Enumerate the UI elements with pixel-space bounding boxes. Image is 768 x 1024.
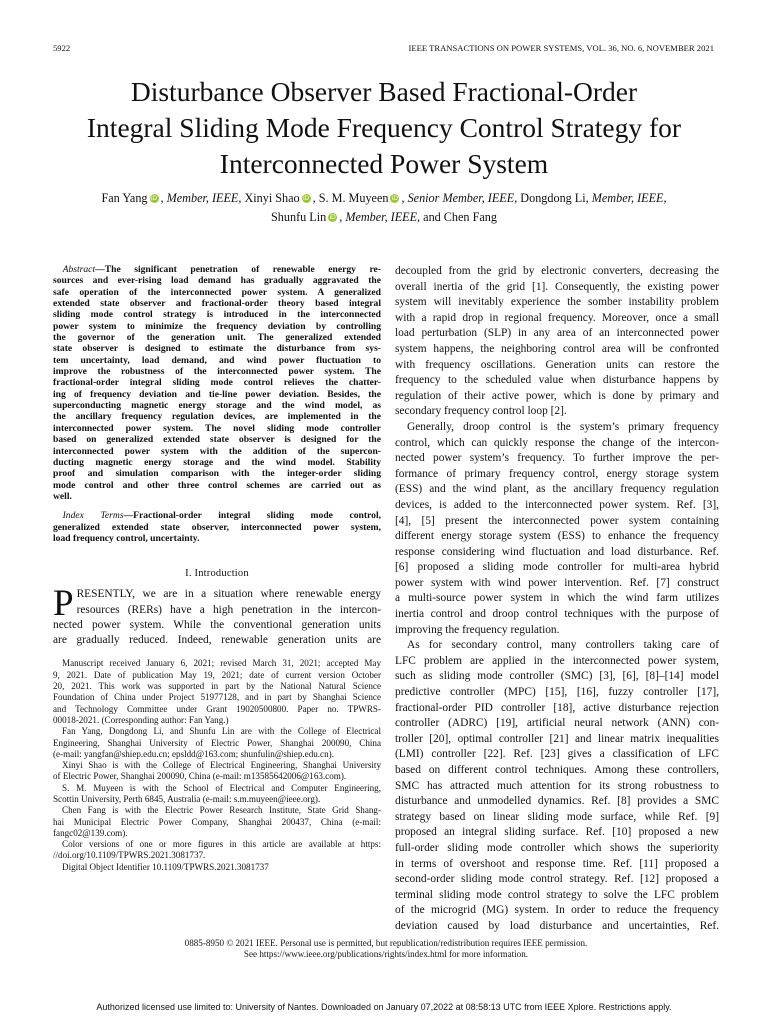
footnote-line: hai Municipal Electric Power Company, Shanghai 200437, China (e-mail: xyxy=(53,816,381,827)
orcid-icon[interactable]: iD xyxy=(329,214,336,221)
journal-header: IEEE TRANSACTIONS ON POWER SYSTEMS, VOL. 36, NO. 6, NOVEMBER 2021 xyxy=(408,43,714,53)
abstract-line: the governor of the generation unit. The generalized extended xyxy=(53,332,381,344)
footnote-line: Fan Yang, Dongdong Li, and Shunfu Lin are with the College of Electrical xyxy=(62,726,381,737)
body-line: disturbance and unmodelled dynamics. Ref. [8] provides a SMC xyxy=(395,795,719,808)
abstract-line: extended state observer and fractional-order theory based integral xyxy=(53,298,381,310)
index-terms-line: load frequency control, uncertainty. xyxy=(53,532,200,544)
rights-link-line[interactable]: See https://www.ieee.org/publications/rights/index.html for more information. xyxy=(243,949,529,960)
body-line: [6] proposed a sliding mode controller for multi-area hybrid xyxy=(395,561,719,574)
body-line: second-order sliding mode control strategy. Ref. [12] proposed a xyxy=(395,873,719,886)
body-line: nected power system’s frequency. To further improve the per- xyxy=(395,452,719,465)
body-line: response considering wind fluctuation and load disturbance. Ref. xyxy=(395,545,719,558)
footnotes xyxy=(53,658,381,873)
body-line: troller [20], optimal controller [21] and linear matrix inequalities xyxy=(395,732,719,745)
body-line: proposed an integral sliding surface. Ref. [10] proposed a new xyxy=(395,826,719,839)
body-line: deviation caused by load disturbance and uncertainties, Ref. xyxy=(395,919,719,932)
abstract-line: power system to minimize the frequency deviation by controlling xyxy=(53,320,381,332)
footnote-line: Xinyi Shao is with the College of Electrical Engineering, Shanghai University xyxy=(62,760,381,771)
drop-cap: P xyxy=(53,583,74,625)
body-line: are gradually reduced. Indeed, renewable generation units are xyxy=(53,634,381,647)
body-line: As for secondary control, many controllers taking care of xyxy=(407,639,719,652)
author-line-1 xyxy=(40,189,728,208)
body-line: fractional-order PID controller [18], active disturbance rejection xyxy=(395,701,719,714)
footnote-line: Color versions of one or more figures in this article are available at https: xyxy=(62,839,381,850)
body-line: power system with wind power intervention. Ref. [7] construct xyxy=(395,576,719,589)
abstract-line: fractional-order integral sliding mode control relieves the chatter- xyxy=(53,377,381,389)
abstract-line: improve the robustness of the interconnected power system. The xyxy=(53,366,381,378)
body-line: based on different control techniques. Among these controllers, xyxy=(395,764,719,776)
footnote-line: 00018-2021. (Corresponding author: Fan Yang.) xyxy=(53,714,229,725)
index-terms-line: generalized extended state observer, interconnected power system, xyxy=(53,521,381,533)
abstract-line: based on generalized extended state observer is designed for the xyxy=(53,434,381,446)
body-line: overall inertia of the grid [1]. Consequently, the existing power xyxy=(395,280,719,293)
body-line: improving the frequency regulation. xyxy=(395,623,560,636)
body-line: predictive controller (MPC) [15], [16], fuzzy controller [17], xyxy=(395,686,719,699)
body-line: Generally, droop control is the system’s primary frequency xyxy=(407,420,719,433)
footnote-line: Engineering, Shanghai University of Electric Power, Shanghai 200090, China xyxy=(53,737,381,748)
index-terms xyxy=(53,510,381,544)
body-line: secondary frequency control loop [2]. xyxy=(395,405,567,418)
title-line: Integral Sliding Mode Frequency Control Strategy for xyxy=(86,112,682,143)
abstract-line: sources and ever-rising load demand has gradually aggravated the xyxy=(53,275,381,287)
orcid-icon[interactable]: iD xyxy=(303,195,310,202)
body-line: resources (RERs) have a high penetration in the intercon- xyxy=(76,603,381,616)
title-line: Disturbance Observer Based Fractional-Order xyxy=(130,76,638,107)
author-membership: , Member, IEEE, xyxy=(585,191,667,205)
author-membership: , Member, IEEE, xyxy=(160,191,242,205)
download-notice: Authorized licensed use limited to: University of Nantes. Downloaded on January 07,2022 at 08:58:13 UTC from IEEE Xplore. Restrictions apply. xyxy=(96,1002,672,1012)
body-line: system will inevitably experience the somber instability problem xyxy=(395,296,719,309)
orcid-icon[interactable]: iD xyxy=(391,195,399,202)
body-line: of the microgrid (MG) system. In order to reduce the frequency xyxy=(395,904,719,917)
section-heading: I. Introduction xyxy=(185,568,249,580)
body-line: [4], [5] present the interconnected power system containing xyxy=(395,514,719,527)
footnote-line: Chen Fang is with the Electric Power Research Institute, State Grid Shang- xyxy=(62,805,381,816)
abstract-line: the ancillary frequency regulation devices, are implemented in the xyxy=(53,411,381,423)
author-name: Dongdong Li xyxy=(517,191,586,205)
body-line: formance of primary frequency control, energy storage system xyxy=(395,467,719,480)
body-line: control, which can quickly response the change of the intercon- xyxy=(395,436,719,449)
author-membership: , Member, IEEE, xyxy=(339,210,421,224)
footnote-line: fangc02@139.com). xyxy=(53,827,128,838)
index-terms-label: Index Terms xyxy=(62,510,124,522)
author-name: , S. M. Muyeen xyxy=(312,191,389,205)
title-line: Interconnected Power System xyxy=(219,148,549,179)
footnote-line: Scottin University, Perth 6845, Australia (e-mail: s.m.muyeen@ieee.org). xyxy=(53,794,321,804)
author-name: Fan Yang xyxy=(101,191,148,205)
body-line: regulation of their active power, which is done by primary and xyxy=(395,389,719,402)
left-column xyxy=(53,264,381,873)
paper-title xyxy=(40,74,728,182)
introduction-text xyxy=(53,583,381,648)
body-line: (ESS) and the wind plant, as the ancillary frequency regulation xyxy=(395,483,719,496)
body-line: (LMI) controller [22]. Ref. [23] gives a classification of LFC xyxy=(395,748,719,761)
footnote-line: S. M. Muyeen is with the School of Electrical and Computer Engineering, xyxy=(62,782,381,793)
abstract-line: superconducting magnetic energy storage and the wind model, as xyxy=(53,400,381,412)
body-line: controller (ADRC) [19], artificial neural network (ANN) con- xyxy=(395,717,719,730)
body-line: terminal sliding mode control strategy to solve the LFC problem xyxy=(395,888,719,901)
orcid-icon[interactable]: iD xyxy=(150,195,158,202)
body-line: frequency to the scheduled value when disturbance happens by xyxy=(395,374,719,387)
body-line: strategy based on linear sliding mode surface, while Ref. [9] xyxy=(395,810,719,823)
abstract-line: well. xyxy=(53,490,72,502)
footnote-line: Foundation of China under Project 51977128, and in part by Shanghai Science xyxy=(53,692,381,703)
body-line: with frequency oscillations. Generation units can restore the xyxy=(395,358,719,371)
body-line: LFC problem are applied in the interconnected power system, xyxy=(395,654,719,667)
abstract-line: safe operation of the interconnected power system. A generalized xyxy=(53,286,381,298)
body-line: RESENTLY, we are in a situation where renewable energy xyxy=(76,588,381,601)
body-line: SMC has attracted much attention for its strong robustness to xyxy=(395,779,719,792)
body-line: load perturbation (SLP) in any area of an interconnected power xyxy=(395,327,719,340)
footnote-line: Digital Object Identifier 10.1109/TPWRS.2021.3081737 xyxy=(62,861,269,872)
copyright-line: 0885-8950 © 2021 IEEE. Personal use is permitted, but republication/redistribution requires IEEE permission. xyxy=(184,938,588,948)
author-name: Shunfu Lin xyxy=(271,210,327,224)
abstract-line: mode control and other three control schemes are carried out as xyxy=(53,479,381,491)
abstract-line: interconnected power system with the addition of the supercon- xyxy=(53,445,381,457)
body-line: a multi-source power system in which the wind farm utilizes xyxy=(395,592,719,605)
body-line: such as sliding mode controller (SMC) [3], [6], [8]–[14] model xyxy=(395,670,719,683)
abstract-line: ing of frequency deviation and tie-line power deviation. Besides, the xyxy=(53,388,381,400)
footnote-line: of Electric Power, Shanghai 200090, China (e-mail: m13585642006@163.com). xyxy=(53,771,347,782)
body-line: nected power system. While the conventional generation units xyxy=(53,618,381,631)
abstract-line: proof and simulation comparison with the integer-order sliding xyxy=(53,468,381,480)
page-number: 5922 xyxy=(53,43,71,53)
body-line: with a rapid drop in regional frequency. Moreover, once a small xyxy=(395,311,719,324)
body-line: decoupled from the grid by electronic converters, decreasing the xyxy=(395,265,719,277)
body-line: full-order sliding mode controller which shows the superiority xyxy=(395,841,719,854)
body-line: devices, is added to the interconnected power system. Ref. [3], xyxy=(395,498,719,511)
abstract-line: Abstract—The significant penetration of renewable energy re- xyxy=(62,264,381,275)
footnote-line: (e-mail: yangfan@shiep.edu.cn; epsldd@163.com; shunfulin@shiep.edu.cn). xyxy=(53,748,334,759)
author-list xyxy=(40,189,728,227)
body-line: inertia control and droop control techniques with the purpose of xyxy=(395,608,719,621)
abstract-label: Abstract xyxy=(62,264,96,275)
footnote-line: and Technology Committee under Grant 19020500800. Paper no. TPWRS- xyxy=(53,703,381,714)
abstract-line: sliding mode control strategy is introduced in the interconnected xyxy=(53,309,381,321)
body-line: system happens, the neighboring control area will be confronted xyxy=(395,342,719,355)
copyright-footer xyxy=(53,938,719,961)
body-line: different energy storage system (ESS) to enhance the frequency xyxy=(395,530,719,543)
index-terms-line: Index Terms—Fractional-order integral sliding mode control, xyxy=(62,510,382,522)
introduction-continued xyxy=(395,264,719,935)
right-column xyxy=(395,264,719,935)
body-line: in terms of overshoot and response time. Ref. [11] proposed a xyxy=(395,857,719,870)
abstract-line: interconnected power system. The novel sliding mode controller xyxy=(53,422,381,434)
author-membership: , Senior Member, IEEE, xyxy=(401,191,518,205)
footnote-line: Manuscript received January 6, 2021; revised March 31, 2021; accepted May xyxy=(62,658,381,669)
abstract-line: tem uncertainty, load demand, and wind power fluctuation to xyxy=(53,354,381,366)
abstract-line: ducting magnetic energy storage and the wind model. Stability xyxy=(53,456,381,468)
abstract xyxy=(53,264,381,502)
author-name: and Chen Fang xyxy=(420,210,497,224)
abstract-line: state observer is designed to estimate the disturbance from sys- xyxy=(53,343,381,355)
footnote-line: //doi.org/10.1109/TPWRS.2021.3081737. xyxy=(53,850,206,861)
footnote-line: 20, 2021. This work was supported in part by the National Natural Science xyxy=(53,681,381,692)
author-line-2 xyxy=(40,208,728,227)
footnote-line: 9, 2021. Date of publication May 19, 2021; date of current version October xyxy=(53,669,381,680)
author-name: Xinyi Shao xyxy=(241,191,300,205)
